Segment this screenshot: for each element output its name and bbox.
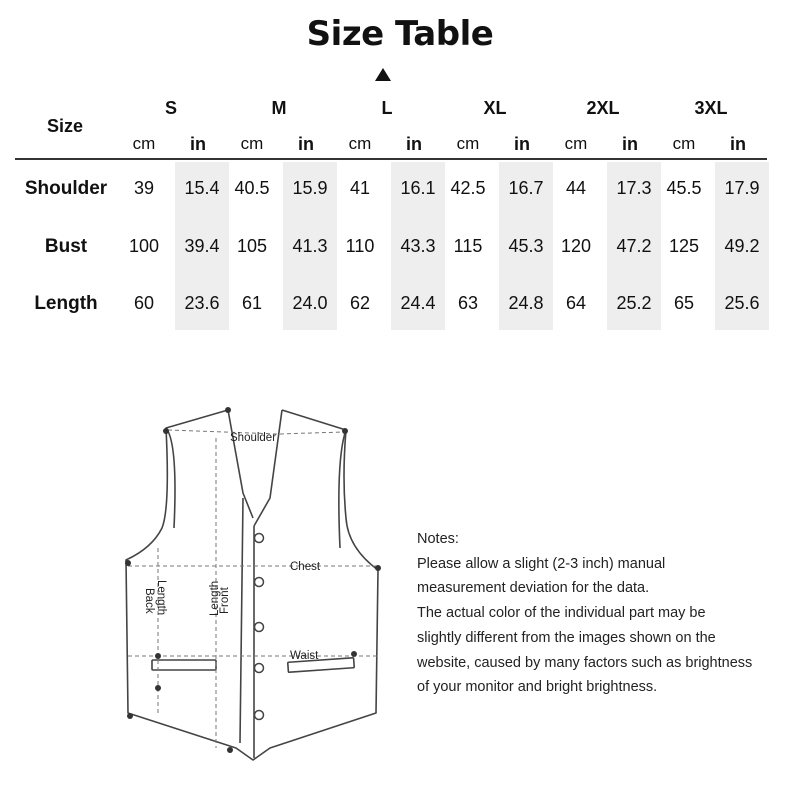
measure-point [375,565,381,571]
measure-point [225,407,231,413]
table-cell: 45.3 [508,236,544,256]
notes-line: Please allow a slight (2-3 inch) manual [417,555,666,572]
button [255,664,264,673]
table-cell: 125 [668,236,700,256]
button [255,578,264,587]
size-header-l: L [381,98,393,118]
waist-label: Waist [290,650,319,662]
button [255,534,264,543]
vest-neckline [228,410,253,518]
unit-header-cm: cm [456,134,480,153]
table-cell: 16.1 [400,178,436,198]
unit-header-cm: cm [240,134,264,153]
table-cell: 47.2 [616,236,652,256]
front-length-label-2: Length [209,580,221,616]
measure-point [227,747,233,753]
size-table [15,92,767,332]
table-cell: 24.4 [400,293,436,313]
unit-header-in: in [298,134,314,154]
table-cell: 39.4 [184,236,220,256]
table-cell: 41.3 [292,236,328,256]
table-cell: 24.8 [508,293,544,313]
unit-header-cm: cm [672,134,696,153]
measure-point [127,713,133,719]
front-length-label-1: Front [219,587,231,614]
shoulder-label: Shoulder [230,432,277,444]
row-label-bust: Bust [44,236,88,257]
table-cell: 60 [133,293,155,313]
measure-point [163,428,169,434]
table-cell: 23.6 [184,293,220,313]
table-cell: 17.3 [616,178,652,198]
table-cell: 64 [565,293,587,313]
notes-heading: Notes: [417,531,459,547]
table-cell: 100 [128,236,160,256]
table-cell: 63 [457,293,479,313]
notes-line: website, caused by many factors such as brightness [417,654,753,671]
unit-header-in: in [190,134,206,154]
vest-placket [240,498,243,743]
measure-point [351,651,357,657]
table-cell: 16.7 [508,178,544,198]
unit-header-in: in [622,134,638,154]
table-cell: 15.9 [292,178,328,198]
table-cell: 40.5 [234,178,270,198]
notes-line: measurement deviation for the data. [417,580,650,597]
size-header-label: Size [46,116,84,136]
table-cell: 49.2 [724,236,760,256]
measure-point [155,653,161,659]
measure-point [125,560,131,566]
button [255,623,264,632]
unit-header-cm: cm [348,134,372,153]
table-cell: 44 [565,178,587,198]
page-title: Size Table [306,14,494,54]
size-header-s: S [164,98,177,118]
chest-label: Chest [290,561,321,573]
row-label-shoulder: Shoulder [24,178,108,199]
unit-header-cm: cm [564,134,588,153]
table-cell: 41 [349,178,371,198]
notes-line: The actual color of the individual part may be [417,605,706,622]
back-length-label-2: Length [155,580,167,616]
vest-diagram [118,398,388,764]
table-cell: 42.5 [450,178,486,198]
left-pocket [152,660,216,670]
table-cell: 120 [560,236,592,256]
table-cell: 25.2 [616,293,652,313]
table-cell: 61 [241,293,263,313]
notes-line: of your monitor and bright brightness. [417,679,658,696]
size-header-m: M [271,98,287,118]
table-cell: 17.9 [724,178,760,198]
table-cell: 105 [236,236,268,256]
measure-point [342,428,348,434]
header-divider [15,158,767,160]
table-cell: 15.4 [184,178,220,198]
notes-block [417,527,800,700]
unit-header-in: in [730,134,746,154]
table-cell: 65 [673,293,695,313]
unit-header-in: in [514,134,530,154]
unit-header-cm: cm [132,134,156,153]
row-label-length: Length [34,293,98,314]
table-cell: 62 [349,293,371,313]
vest-neckline-right [254,410,282,526]
table-cell: 43.3 [400,236,436,256]
button [255,711,264,720]
triangle-up-icon [375,68,391,81]
table-cell: 39 [133,178,155,198]
table-cell: 110 [345,236,375,256]
size-header-3xl: 3XL [694,98,728,118]
notes-line: slightly different from the images shown on the [417,629,716,646]
back-length-label-1: Back [143,588,155,614]
table-cell: 45.5 [666,178,702,198]
measure-point [155,685,161,691]
table-cell: 24.0 [292,293,328,313]
table-cell: 25.6 [724,293,760,313]
size-header-2xl: 2XL [586,98,620,118]
size-header-xl: XL [483,98,507,118]
table-cell: 115 [453,236,483,256]
unit-header-in: in [406,134,422,154]
